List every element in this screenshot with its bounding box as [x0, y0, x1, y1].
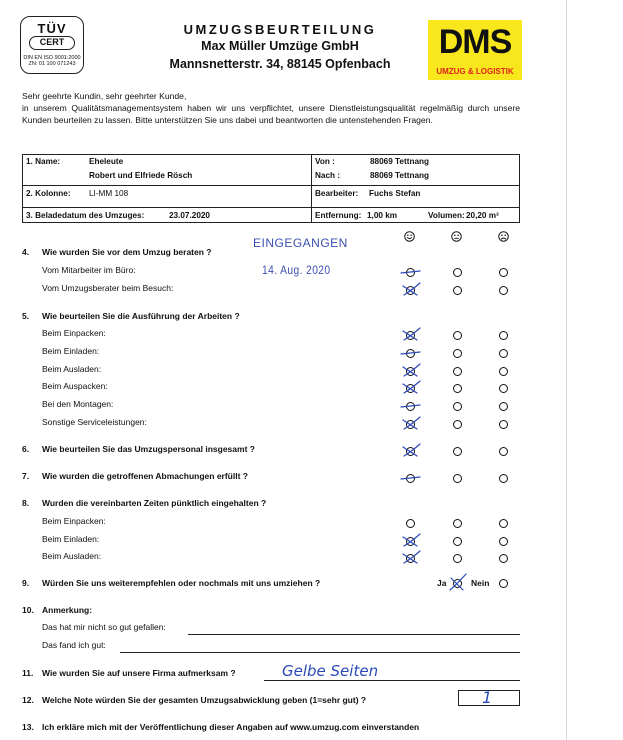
question-13-text: Ich erkläre mich mit der Veröffentlichung dieser Angaben auf www.umzug.com einverstanden: [42, 722, 420, 732]
q4-sub-buero: Vom Mitarbeiter im Büro:: [42, 265, 136, 275]
question-5-text: Wie beurteilen Sie die Ausführung der Arbeiten ?: [42, 311, 240, 321]
q4-sub-besuch: Vom Umzugsberater beim Besuch:: [42, 283, 174, 293]
rating-radio-good[interactable]: [406, 537, 415, 546]
q9-nein-radio[interactable]: [499, 579, 508, 588]
q10-sub-positive: Das fand ich gut:: [42, 640, 106, 650]
rating-radio-bad[interactable]: [499, 447, 508, 456]
tuv-logo-line4: ZN: 01 100 071243: [28, 61, 76, 67]
rating-radio-bad[interactable]: [499, 331, 508, 340]
q9-ja-radio[interactable]: [453, 579, 462, 588]
rating-radio-neutral[interactable]: [453, 286, 462, 295]
rating-radio-good[interactable]: [406, 268, 415, 277]
table-rule: [23, 207, 519, 208]
nach-value: 88069 Tettnang: [370, 171, 429, 180]
rating-radio-good[interactable]: [406, 474, 415, 483]
rating-radio-good[interactable]: [406, 367, 415, 376]
question-12-text: Welche Note würden Sie der gesamten Umzugsabwicklung geben (1=sehr gut) ?: [42, 695, 367, 705]
rating-radio-good[interactable]: [406, 384, 415, 393]
bearbeiter-label: Bearbeiter:: [315, 189, 359, 198]
date-value: 23.07.2020: [169, 211, 210, 220]
tuv-logo-line1: TÜV: [37, 21, 67, 36]
question-number: 5.: [22, 311, 30, 321]
rating-radio-bad[interactable]: [499, 554, 508, 563]
question-4-text: Wie wurden Sie vor dem Umzug beraten ?: [42, 247, 212, 257]
nach-label: Nach :: [315, 171, 341, 180]
von-value: 88069 Tettnang: [370, 157, 429, 166]
question-8-text: Wurden die vereinbarten Zeiten pünktlich eingehalten ?: [42, 498, 267, 508]
q9-nein-label: Nein: [471, 578, 490, 588]
tuv-logo-line3: DIN EN ISO 9001:2000: [23, 55, 81, 61]
sad-face-icon: [498, 231, 509, 242]
question-9-text: Würden Sie uns weiterempfehlen oder nochmals mit uns umziehen ?: [42, 578, 321, 588]
question-7-text: Wie wurden die getroffenen Abmachungen erfüllt ?: [42, 471, 248, 481]
dms-logo-text: DMS: [438, 23, 512, 61]
q8-sub-einladen: Beim Einladen:: [42, 534, 100, 544]
rating-radio-bad[interactable]: [499, 402, 508, 411]
received-stamp: EINGEGANGEN: [253, 236, 348, 250]
q11-handwritten-answer: Gelbe Seiten: [282, 662, 379, 680]
bearbeiter-value: Fuchs Stefan: [369, 189, 421, 198]
rating-radio-neutral[interactable]: [453, 474, 462, 483]
tuv-logo-cert-text: [21, 55, 83, 67]
page-title: UMZUGSBEURTEILUNG: [183, 22, 377, 37]
rating-radio-neutral[interactable]: [453, 268, 462, 277]
table-rule: [311, 185, 519, 186]
rating-radio-neutral[interactable]: [453, 537, 462, 546]
question-number: 4.: [22, 247, 30, 257]
name-label: 1. Name:: [26, 157, 61, 166]
rating-radio-good[interactable]: [406, 420, 415, 429]
q5-sub-auspacken: Beim Auspacken:: [42, 381, 108, 391]
rating-radio-good[interactable]: [406, 349, 415, 358]
q9-ja-label: Ja: [437, 578, 447, 588]
rating-radio-neutral[interactable]: [453, 349, 462, 358]
q8-sub-einpacken: Beim Einpacken:: [42, 516, 106, 526]
rating-radio-neutral[interactable]: [453, 519, 462, 528]
q5-sub-einladen: Beim Einladen:: [42, 346, 100, 356]
rating-radio-neutral[interactable]: [453, 554, 462, 563]
company-name: Max Müller Umzüge GmbH: [201, 39, 359, 53]
company-address: Mannsnetterstr. 34, 88145 Opfenbach: [169, 57, 391, 71]
rating-radio-neutral[interactable]: [453, 420, 462, 429]
intro-greeting: Sehr geehrte Kundin, sehr geehrter Kunde,: [22, 91, 187, 101]
dms-logo-subtext: UMZUG & LOGISTIK: [436, 67, 514, 76]
received-stamp-date: 14. Aug. 2020: [262, 263, 331, 277]
rating-radio-neutral[interactable]: [453, 447, 462, 456]
q10-negative-line[interactable]: [188, 634, 520, 635]
intro-body: in unserem Qualitätsmanagementsystem haben wir uns verpflichtet, unsere Dienstleistungsqualität regelmäßig durch unsere Kunden beurteilen zu lassen. Bitte unterstützen Sie uns dabei und beantworten die untenstehenden Fragen.: [22, 103, 520, 125]
page-edge: [566, 0, 567, 740]
volumen-value: 20,20 m³: [466, 211, 499, 220]
q10-sub-negative: Das hat mir nicht so gut gefallen:: [42, 622, 166, 632]
dms-logo: [428, 20, 522, 80]
rating-radio-good[interactable]: [406, 286, 415, 295]
question-number: 6.: [22, 444, 30, 454]
rating-radio-bad[interactable]: [499, 286, 508, 295]
q5-sub-einpacken: Beim Einpacken:: [42, 328, 106, 338]
rating-radio-neutral[interactable]: [453, 402, 462, 411]
rating-radio-bad[interactable]: [499, 474, 508, 483]
rating-radio-bad[interactable]: [499, 268, 508, 277]
question-10-text: Anmerkung:: [42, 605, 93, 615]
rating-radio-bad[interactable]: [499, 537, 508, 546]
rating-radio-neutral[interactable]: [453, 367, 462, 376]
date-label: 3. Beladedatum des Umzuges:: [26, 211, 145, 220]
von-label: Von :: [315, 157, 335, 166]
customer-info-table: [22, 154, 520, 223]
question-number: 7.: [22, 471, 30, 481]
rating-radio-bad[interactable]: [499, 384, 508, 393]
rating-radio-neutral[interactable]: [453, 331, 462, 340]
question-number: 9.: [22, 578, 30, 588]
table-rule: [23, 185, 311, 186]
q5-sub-service: Sonstige Serviceleistungen:: [42, 417, 147, 427]
question-number: 12.: [22, 695, 34, 705]
rating-radio-good[interactable]: [406, 331, 415, 340]
rating-radio-neutral[interactable]: [453, 384, 462, 393]
tuv-logo-line2: CERT: [29, 36, 75, 50]
q5-sub-montagen: Bei den Montagen:: [42, 399, 114, 409]
question-number: 13.: [22, 722, 34, 732]
question-number: 11.: [22, 668, 34, 678]
rating-radio-good[interactable]: [406, 447, 415, 456]
kolonne-value: LI-MM 108: [89, 189, 129, 198]
q11-answer-line[interactable]: [264, 680, 520, 681]
table-divider: [311, 155, 312, 222]
neutral-face-icon: [451, 231, 462, 242]
rating-radio-bad[interactable]: [499, 519, 508, 528]
rating-radio-bad[interactable]: [499, 420, 508, 429]
q10-positive-line[interactable]: [120, 652, 520, 653]
tuv-cert-logo: [20, 16, 84, 74]
rating-radio-good[interactable]: [406, 519, 415, 528]
name-value-2: Robert und Elfriede Rösch: [89, 171, 193, 180]
question-number: 8.: [22, 498, 30, 508]
entfernung-value: 1,00 km: [367, 211, 398, 220]
rating-radio-good[interactable]: [406, 402, 415, 411]
rating-radio-bad[interactable]: [499, 367, 508, 376]
intro-text: [22, 90, 520, 126]
happy-face-icon: [404, 231, 415, 242]
q8-sub-ausladen: Beim Ausladen:: [42, 551, 102, 561]
entfernung-label: Entfernung:: [315, 211, 362, 220]
name-value-1: Eheleute: [89, 157, 124, 166]
q12-handwritten-grade: 1: [482, 688, 493, 707]
question-6-text: Wie beurteilen Sie das Umzugspersonal insgesamt ?: [42, 444, 255, 454]
q5-sub-ausladen: Beim Ausladen:: [42, 364, 102, 374]
rating-radio-good[interactable]: [406, 554, 415, 563]
kolonne-label: 2. Kolonne:: [26, 189, 71, 198]
rating-radio-bad[interactable]: [499, 349, 508, 358]
question-11-text: Wie wurden Sie auf unsere Firma aufmerksam ?: [42, 668, 236, 678]
question-number: 10.: [22, 605, 34, 615]
volumen-label: Volumen:: [428, 211, 465, 220]
